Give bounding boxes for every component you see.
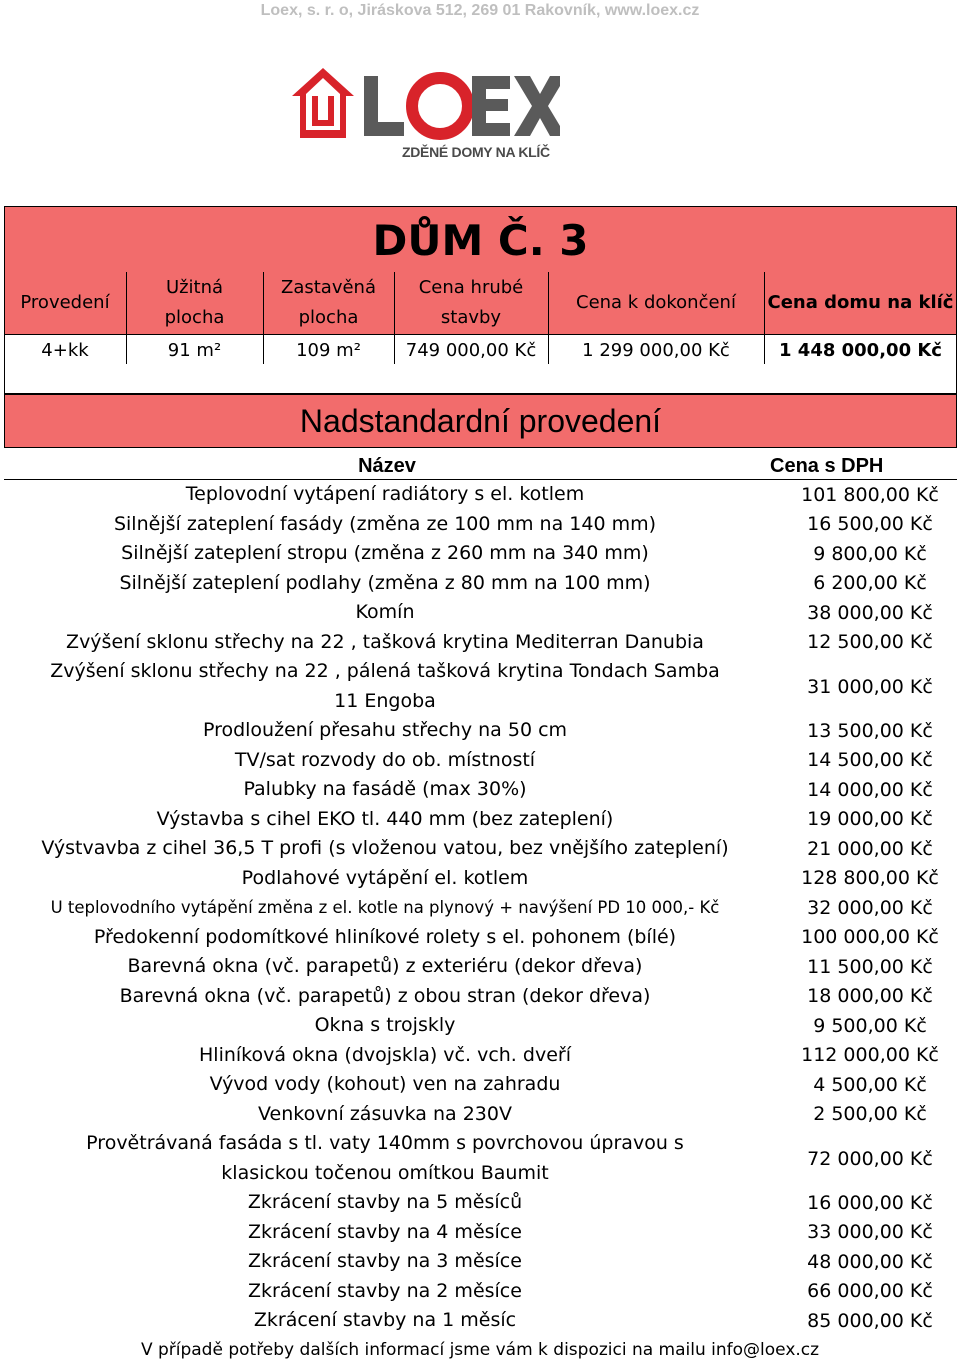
- upgrade-name: Venkovní zásuvka na 230V: [258, 1102, 512, 1125]
- house-logo-icon: [290, 66, 356, 138]
- spacer-row: [4, 364, 957, 394]
- upgrade-price: 16 000,00 Kč: [807, 1191, 933, 1214]
- upgrade-name: Zkrácení stavby na 4 měsíce: [248, 1220, 522, 1243]
- logo-slogan: ZDĚNÉ DOMY NA KLÍČ: [402, 144, 550, 160]
- upgrade-price: 128 800,00 Kč: [801, 867, 939, 890]
- upgrade-row: [0, 657, 960, 716]
- upgrade-name: TV/sat rozvody do ob. místností: [234, 748, 536, 771]
- upgrade-row: [0, 1277, 960, 1307]
- loex-logo: [290, 64, 570, 164]
- upgrade-name: Zkrácení stavby na 2 měsíce: [248, 1279, 522, 1302]
- upgrade-name: Předokenní podomítkové hliníkové rolety s el. pohonem (bílé): [93, 925, 677, 948]
- upgrade-row: [0, 805, 960, 835]
- house-title: DŮM Č. 3: [372, 216, 589, 265]
- upgrade-row: [0, 1188, 960, 1218]
- upgrade-name: Prodloužení přesahu střechy na 50 cm: [202, 719, 568, 741]
- upgrade-price: 4 500,00 Kč: [813, 1073, 927, 1096]
- upgrade-name: Barevná okna (vč. parapetů) z exteriéru (dekor dřeva): [127, 955, 643, 977]
- upgrade-price: 2 500,00 Kč: [813, 1103, 927, 1126]
- upgrade-name: Okna s trojskly: [314, 1014, 456, 1036]
- footer-note: V případě potřeby dalších informací jsme vám k dispozici na mailu info@loex.cz: [140, 1340, 820, 1360]
- upgrade-row: [0, 716, 960, 746]
- val-cena-k-dokonceni: 1 299 000,00 Kč: [548, 334, 765, 365]
- upgrade-row: [0, 1247, 960, 1277]
- val-cena-hrube-stavby: 749 000,00 Kč: [394, 334, 549, 365]
- upgrade-list: [0, 480, 960, 1336]
- company-address: Loex, s. r. o, Jiráskova 512, 269 01 Rakovník, www.loex.cz: [260, 2, 700, 19]
- col-zastavena-plocha: [263, 272, 395, 334]
- val-provedeni: 4+kk: [4, 334, 127, 365]
- col-dokonceni-label: Cena k dokončení: [576, 292, 736, 313]
- upgrade-price: 48 000,00 Kč: [807, 1250, 933, 1273]
- upgrade-row: [0, 834, 960, 864]
- upgrade-row: [0, 923, 960, 953]
- upgrade-row: [0, 480, 960, 510]
- upgrade-name: Podlahové vytápění el. kotlem: [241, 866, 529, 889]
- upgrade-price: 16 500,00 Kč: [807, 513, 933, 536]
- upgrade-name: Vývod vody (kohout) ven na zahradu: [209, 1073, 561, 1095]
- upgrade-name: Výstavba s cihel EKO tl. 440 mm (bez zateplení): [156, 807, 614, 830]
- upgrade-name: Silnější zateplení fasády (změna ze 100 mm na 140 mm): [113, 512, 657, 535]
- upgrade-row: [0, 1100, 960, 1130]
- upgrade-price: 14 000,00 Kč: [807, 778, 933, 801]
- col-uzitna-line2: plocha: [164, 307, 225, 328]
- col-cena-s-dph: Cena s DPH: [770, 454, 884, 477]
- upgrade-row: [0, 539, 960, 569]
- col-hruba-line2: stavby: [440, 307, 502, 328]
- upgrade-row: [0, 628, 960, 658]
- upgrade-price: 32 000,00 Kč: [807, 896, 933, 919]
- section-title: Nadstandardní provedení: [4, 394, 957, 448]
- upgrade-name: Zvýšení sklonu střechy na 22 , tašková krytina Mediterran Danubia: [66, 630, 704, 653]
- val-uzitna-plocha: 91 m²: [126, 334, 264, 365]
- upgrade-row: [0, 1011, 960, 1041]
- upgrade-row: [0, 864, 960, 894]
- upgrade-row: [0, 952, 960, 982]
- upgrade-price: 13 500,00 Kč: [807, 719, 933, 742]
- upgrade-name: Zkrácení stavby na 3 měsíce: [248, 1250, 522, 1272]
- upgrade-name: Palubky na fasádě (max 30%): [243, 778, 527, 800]
- upgrade-price: 66 000,00 Kč: [807, 1280, 933, 1303]
- upgrade-name: Provětrávaná fasáda s tl. vaty 140mm s povrchovou úpravou s klasickou točenou omítkou Baumit: [86, 1132, 684, 1184]
- col-cena-hrube-stavby: [394, 272, 549, 334]
- col-provedeni: [4, 272, 127, 334]
- col-zastavena-line1: Zastavěná: [281, 277, 376, 298]
- upgrade-name: Teplovodní vytápení radiátory s el. kotlem: [185, 483, 585, 505]
- upgrade-price: 9 500,00 Kč: [813, 1014, 927, 1037]
- upgrade-name: U teplovodního vytápění změna z el. kotle na plynový + navýšení PD 10 000,- Kč: [50, 898, 720, 917]
- upgrade-row: [0, 598, 960, 628]
- upgrade-row: [0, 1129, 960, 1188]
- upgrade-row: [0, 1218, 960, 1248]
- col-uzitna-plocha: [126, 272, 264, 334]
- upgrade-price: 33 000,00 Kč: [807, 1221, 933, 1244]
- upgrade-price: 19 000,00 Kč: [807, 808, 933, 831]
- upgrade-price: 12 500,00 Kč: [807, 631, 933, 654]
- col-klic-label: Cena domu na klíč: [767, 292, 954, 313]
- upgrade-row: [0, 1306, 960, 1336]
- upgrade-price: 85 000,00 Kč: [807, 1309, 933, 1332]
- upgrade-price: 6 200,00 Kč: [813, 572, 927, 595]
- upgrade-price: 18 000,00 Kč: [807, 985, 933, 1008]
- upgrade-price: 72 000,00 Kč: [807, 1147, 933, 1170]
- col-zastavena-line2: plocha: [298, 307, 359, 328]
- upgrade-row: [0, 893, 960, 923]
- upgrade-name: Výstvavba z cihel 36,5 T profi (s vloženou vatou, bez vnějšího zateplení): [41, 837, 729, 859]
- upgrade-price: 100 000,00 Kč: [801, 926, 939, 949]
- col-cena-na-klic: [764, 272, 957, 334]
- upgrade-row: [0, 982, 960, 1012]
- val-zastavena-plocha: 109 m²: [263, 334, 395, 365]
- upgrade-row: [0, 1041, 960, 1071]
- upgrade-price: 38 000,00 Kč: [807, 601, 933, 624]
- upgrade-name: Zkrácení stavby na 1 měsíc: [253, 1309, 517, 1331]
- upgrade-row: [0, 510, 960, 540]
- upgrade-price: 21 000,00 Kč: [807, 837, 933, 860]
- upgrade-name: Komín: [355, 601, 415, 623]
- col-nazev: Název: [358, 454, 416, 477]
- upgrade-row: [0, 1070, 960, 1100]
- col-hruba-line1: Cena hrubé: [418, 277, 524, 298]
- upgrade-row: [0, 746, 960, 776]
- upgrade-price: 112 000,00 Kč: [801, 1044, 939, 1067]
- col-uzitna-line1: Užitná: [165, 277, 224, 298]
- col-provedeni-label: Provedení: [20, 292, 110, 313]
- upgrade-name: Hliníková okna (dvojskla) vč. vch. dveří: [199, 1043, 571, 1066]
- upgrade-row: [0, 775, 960, 805]
- upgrade-name: Zvýšení sklonu střechy na 22 , pálená tašková krytina Tondach Samba 11 Engoba: [50, 660, 720, 712]
- upgrade-row: [0, 569, 960, 599]
- upgrade-name: Silnější zateplení podlahy (změna z 80 mm na 100 mm): [119, 571, 651, 594]
- upgrade-price: 101 800,00 Kč: [801, 483, 939, 506]
- upgrade-price: 14 500,00 Kč: [807, 749, 933, 772]
- upgrade-price: 11 500,00 Kč: [807, 955, 933, 978]
- upgrade-name: Barevná okna (vč. parapetů) z obou stran (dekor dřeva): [119, 984, 651, 1007]
- logo-wordmark: [360, 72, 560, 152]
- col-cena-k-dokonceni: [548, 272, 765, 334]
- upgrade-price: 31 000,00 Kč: [807, 675, 933, 698]
- val-cena-na-klic: 1 448 000,00 Kč: [764, 334, 957, 365]
- upgrade-name: Silnější zateplení stropu (změna z 260 mm na 340 mm): [121, 542, 649, 564]
- upgrade-price: 9 800,00 Kč: [813, 542, 927, 565]
- upgrade-name: Zkrácení stavby na 5 měsíců: [247, 1191, 523, 1213]
